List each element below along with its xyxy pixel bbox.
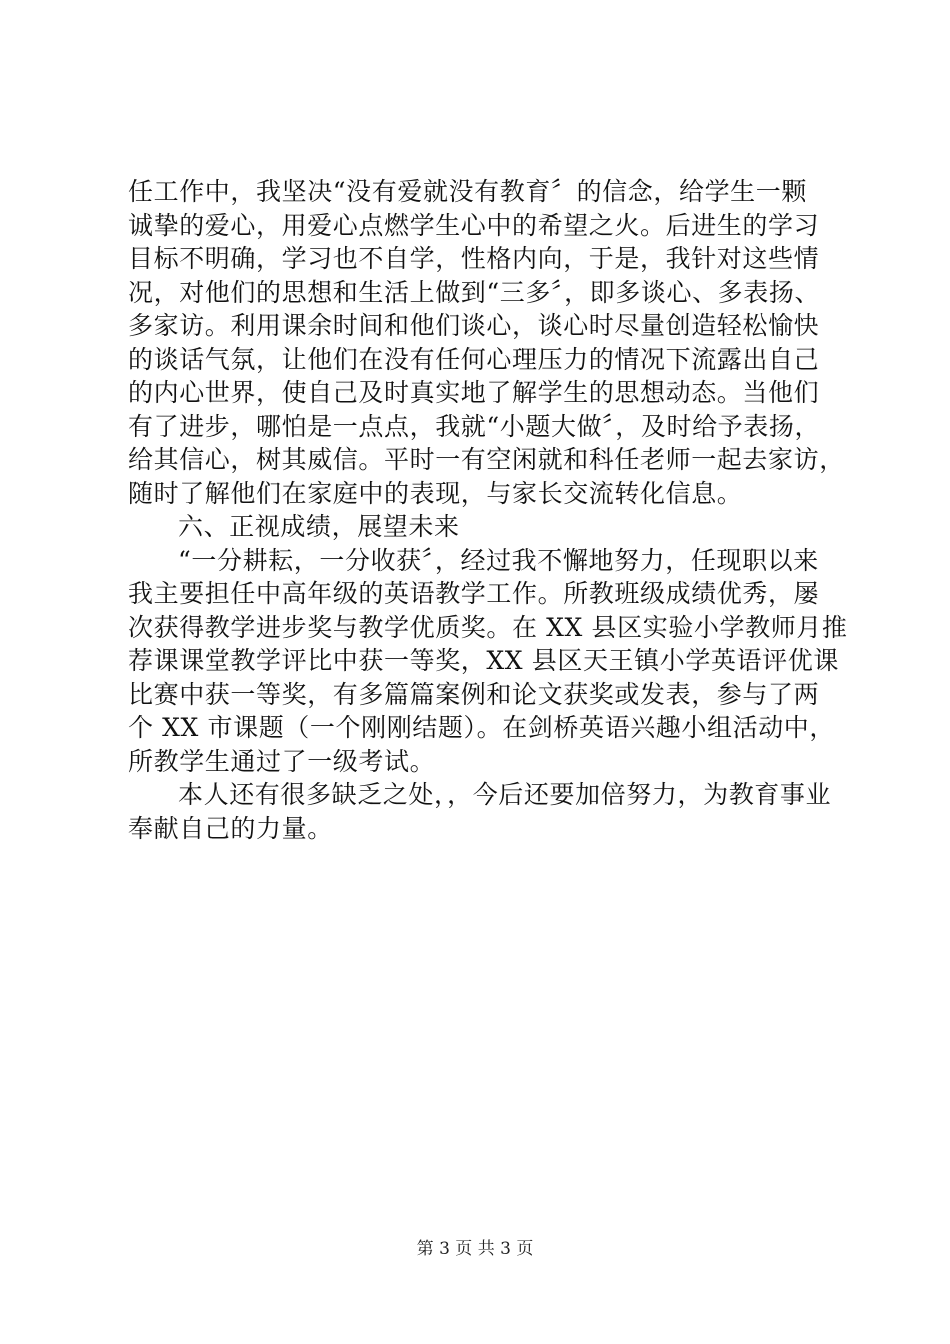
text-line: 有了进步，哪怕是一点点，我就“小题大做〞，及时给予表扬， — [128, 411, 821, 441]
text-line: 诚挚的爱心，用爱心点燃学生心中的希望之火。后进生的学习 — [128, 210, 820, 240]
section-heading: 六、正视成绩，展望未来 — [178, 512, 460, 541]
text-line: 所教学生通过了一级考试。 — [128, 746, 436, 776]
page-number-footer: 第 3 页 共 3 页 — [416, 1239, 534, 1259]
document-body — [128, 175, 848, 845]
text-line: 个 XX 市课题（一个刚刚结题）。在剑桥英语兴趣小组活动中， — [128, 713, 835, 742]
text-line: “一分耕耘，一分收获〞，经过我不懈地努力，任现职以来 — [178, 545, 819, 575]
text-line: 比赛中获一等奖，有多篇篇案例和论文获奖或发表，参与了两 — [128, 679, 820, 709]
text-line: 我主要担任中高年级的英语教学工作。所教班级成绩优秀，屡 — [128, 579, 820, 608]
text-line: 况，对他们的思想和生活上做到“三多〞，即多谈心、多表扬、 — [128, 277, 821, 307]
text-line: 目标不明确，学习也不自学，性格内向，于是，我针对这些情 — [128, 244, 820, 273]
text-line: 给其信心，树其威信。平时一有空闲就和科任老师一起去家访， — [128, 445, 845, 474]
text-line: 奉献自己的力量。 — [128, 813, 333, 843]
text-line: 次获得教学进步奖与教学优质奖。在 XX 县区实验小学教师月推 — [128, 612, 848, 642]
text-line: 随时了解他们在家庭中的表现，与家长交流转化信息。 — [128, 478, 743, 508]
text-line: 的内心世界，使自己及时真实地了解学生的思想动态。当他们 — [128, 378, 820, 407]
text-line: 的谈话气氛，让他们在没有任何心理压力的情况下流露出自己 — [128, 344, 820, 374]
text-line: 任工作中，我坚决“没有爱就没有教育〞的信念，给学生一颗 — [128, 177, 807, 206]
text-line: 荐课课堂教学评比中获一等奖，XX 县区天王镇小学英语评优课 — [128, 646, 839, 675]
text-line: 多家访。利用课余时间和他们谈心，谈心时尽量创造轻松愉快 — [128, 311, 820, 340]
text-line: 本人还有很多缺乏之处，，今后还要加倍努力，为教育事业 — [178, 780, 832, 809]
